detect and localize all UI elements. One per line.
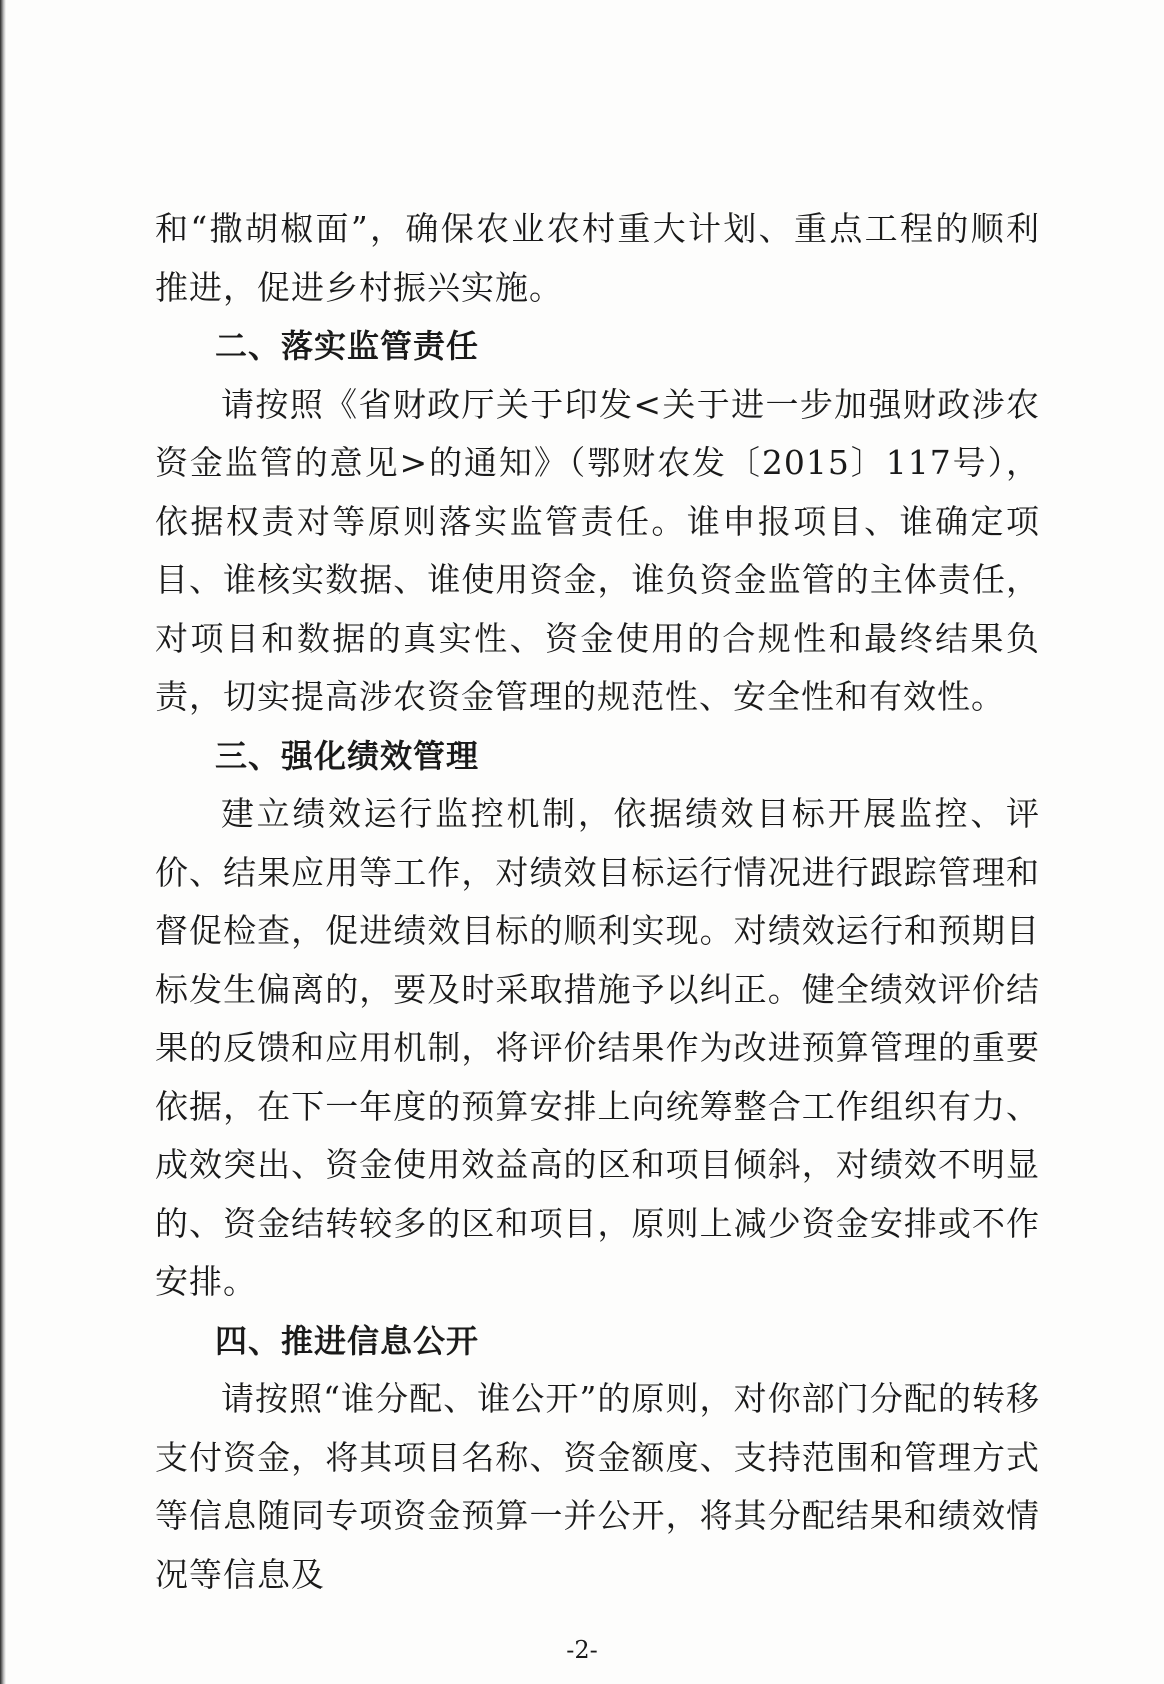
paragraph-performance: 建立绩效运行监控机制，依据绩效目标开展监控、评价、结果应用等工作，对绩效目标运行情况进行跟踪管理和督促检查，促进绩效目标的顺利实现。对绩效运行和预期目标发生偏离的，要及时采取措施予以纠正。健全绩效评价结果的反馈和应用机制，将评价结果作为改进预算管理的重要依据，在下一年度的预算安排上向统筹整合工作组织有力、成效突出、资金使用效益高的区和项目倾斜，对绩效不明显的、资金结转较多的区和项目，原则上减少资金安排或不作安排。 (155, 794, 1040, 1301)
scan-edge-shadow (0, 0, 6, 1684)
section-heading-performance: 三、强化绩效管理 (215, 736, 480, 775)
paragraph-supervision: 请按照《省财政厅关于印发<关于进一步加强财政涉农资金监管的意见>的通知》（鄂财农发〔2015〕117号），依据权责对等原则落实监管责任。谁申报项目、谁确定项目、谁核实数据、谁使用资金，谁负资金监管的主体责任，对项目和数据的真实性、资金使用的合规性和最终结果负责，切实提高涉农资金管理的规范性、安全性和有效性。 (155, 384, 1040, 716)
section-heading-disclosure: 四、推进信息公开 (215, 1321, 480, 1360)
paragraph-disclosure: 请按照“谁分配、谁公开”的原则，对你部门分配的转移支付资金，将其项目名称、资金额度、支持范围和管理方式等信息随同专项资金预算一并公开，将其分配结果和绩效情况等信息及 (155, 1379, 1040, 1594)
paragraph-continuation: 和“撒胡椒面”，确保农业农村重大计划、重点工程的顺利推进，促进乡村振兴实施。 (155, 209, 1040, 307)
section-heading-supervision: 二、落实监管责任 (215, 327, 480, 365)
document-body (155, 200, 1040, 1604)
page-number: -2- (566, 1636, 598, 1664)
